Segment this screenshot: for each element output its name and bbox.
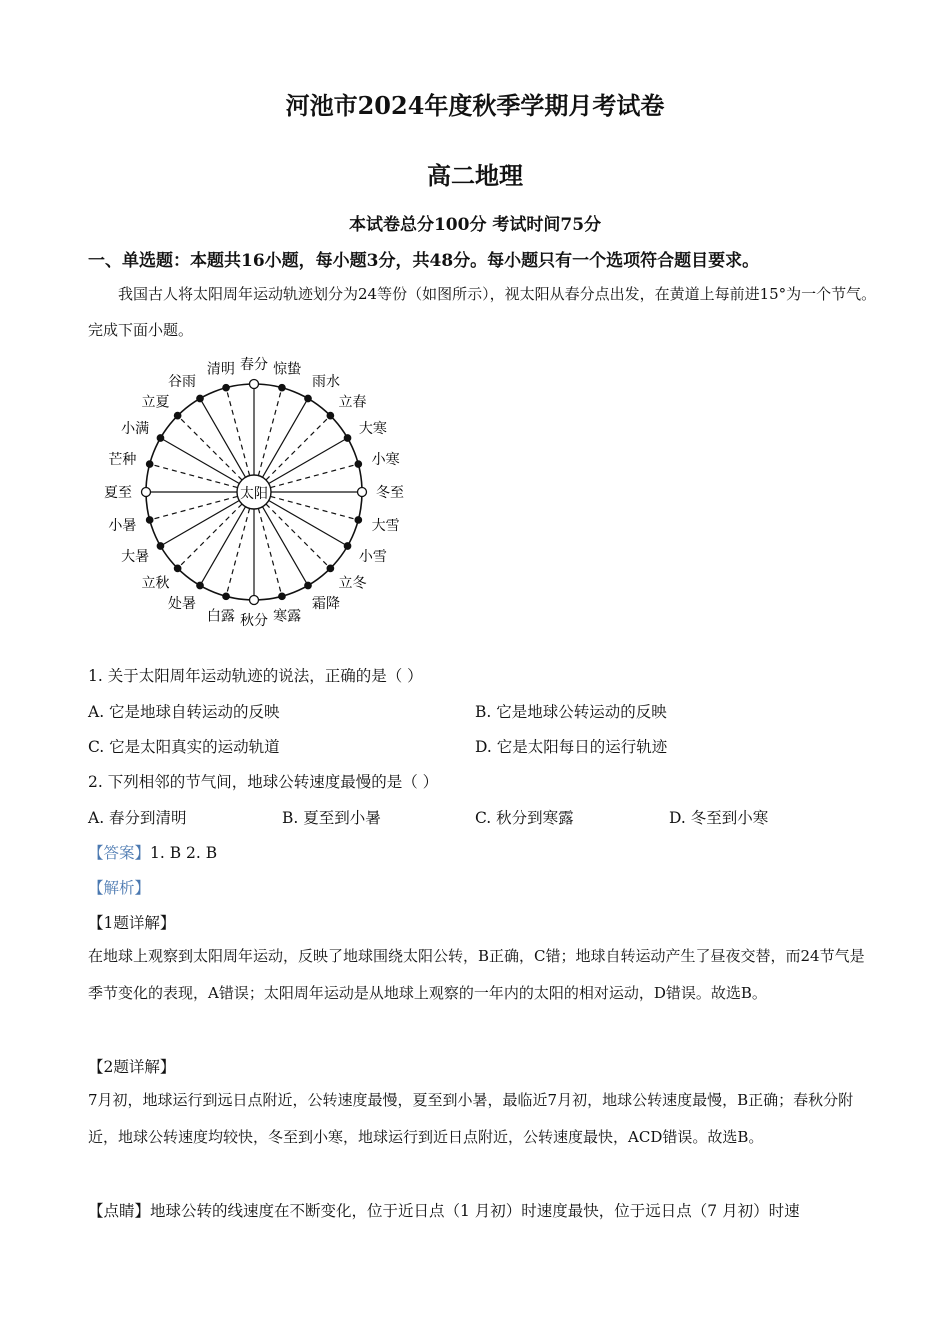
q1-option-d[interactable]: D. 它是太阳每日的运行轨迹 (475, 738, 668, 756)
term-label: 大雪 (371, 518, 400, 535)
term-point (146, 517, 152, 523)
exam-title: 河池市2024年度秋季学期月考试卷 (285, 91, 665, 120)
term-label: 清明 (206, 361, 235, 378)
term-label: 谷雨 (168, 374, 196, 391)
term-label: 春分 (240, 357, 268, 373)
term-label: 大寒 (358, 421, 387, 437)
spoke-line (200, 398, 246, 477)
term-point (157, 435, 163, 441)
q1-detail-head: 【1题详解】 (88, 914, 176, 932)
spoke-line (226, 508, 250, 596)
spoke-line (226, 388, 250, 476)
term-point (223, 384, 229, 390)
exam-meta: 本试卷总分100分 考试时间75分 (348, 215, 602, 235)
term-point (327, 565, 333, 571)
section-title: 一、单选题：本题共16小题，每小题3分，共48分。每小题只有一个选项符合题目要求。 (88, 251, 760, 271)
term-point (344, 543, 350, 549)
term-label: 白露 (206, 608, 235, 625)
term-point (197, 395, 203, 401)
term-label: 芒种 (108, 451, 137, 468)
spoke-line (178, 504, 242, 568)
q1-option-b[interactable]: B. 它是地球公转运动的反映 (475, 703, 667, 721)
term-label: 立夏 (141, 394, 170, 411)
term-point (358, 488, 367, 497)
spoke-line (178, 416, 242, 480)
term-point (174, 412, 180, 418)
term-label: 小寒 (371, 451, 400, 468)
spoke-line (266, 416, 330, 480)
spoke-line (258, 508, 282, 596)
term-label: 寒露 (273, 608, 302, 625)
term-point (146, 461, 152, 467)
q2-detail-text: 7月初，地球运行到远日点附近，公转速度最慢，夏至到小暑，最临近7月初，地球公转速度最慢，B正确；春秋分附近，地球公转速度均较快，冬至到小寒，地球运行到近日点附近，公转速度最快，ACD错误。故选B。 (88, 1091, 854, 1146)
spoke-line (200, 507, 246, 586)
tip-text: 【点睛】地球公转的线速度在不断变化，位于近日点（1 月初）时速度最快，位于远日点（7 月初）时速 (88, 1202, 800, 1220)
term-point (174, 565, 180, 571)
term-point (355, 461, 361, 467)
spoke-line (266, 504, 330, 568)
q2-option-a[interactable]: A. 春分到清明 (88, 809, 187, 827)
analysis-tag: 【解析】 (88, 879, 151, 897)
term-label: 夏至 (104, 485, 132, 501)
term-point (197, 582, 203, 588)
solar-terms-diagram (88, 350, 428, 640)
term-label: 小雪 (358, 549, 387, 565)
q1-option-a[interactable]: A. 它是地球自转运动的反映 (88, 703, 280, 721)
term-point (305, 395, 311, 401)
term-point (279, 593, 285, 599)
term-label: 大暑 (121, 549, 150, 565)
term-label: 惊蛰 (273, 361, 302, 378)
term-label: 立秋 (141, 575, 170, 592)
term-label: 秋分 (240, 613, 268, 629)
spoke-line (263, 507, 309, 586)
q1-detail-text: 在地球上观察到太阳周年运动，反映了地球围绕太阳公转，B正确，C错；地球自转运动产生了昼夜交替，而24节气是季节变化的表现，A错误；太阳周年运动是从地球上观察的一年内的太阳的相对运动，D错误。故选B。 (88, 947, 865, 1002)
term-point (355, 517, 361, 523)
question-stem: 我国古人将太阳周年运动轨迹划分为24等份（如图所示），视太阳从春分点出发，在黄道上每前进15°为一个节气。完成下面小题。 (88, 285, 877, 339)
q2-option-b[interactable]: B. 夏至到小暑 (282, 809, 381, 827)
q2-option-d[interactable]: D. 冬至到小寒 (669, 809, 769, 827)
term-label: 小暑 (108, 518, 137, 535)
term-label: 冬至 (376, 485, 404, 501)
term-label: 霜降 (312, 595, 340, 612)
spoke-line (150, 464, 238, 488)
subject-title: 高二地理 (427, 161, 523, 190)
answer-line (88, 841, 217, 863)
q2-option-c[interactable]: C. 秋分到寒露 (475, 809, 574, 827)
answer-tag: 【答案】 (88, 844, 151, 862)
q2-detail-head: 【2题详解】 (88, 1058, 176, 1076)
term-point (344, 435, 350, 441)
spoke-line (270, 464, 358, 488)
question-2-stem: 2. 下列相邻的节气间，地球公转速度最慢的是（ ） (88, 773, 439, 791)
spoke-line (258, 388, 282, 476)
term-point (250, 596, 259, 605)
term-point (250, 380, 259, 389)
term-point (142, 488, 151, 497)
sun-label: 太阳 (240, 486, 268, 502)
question-1-stem: 1. 关于太阳周年运动轨迹的说法，正确的是（ ） (88, 667, 423, 685)
spoke-line (270, 496, 358, 520)
term-label: 小满 (121, 421, 150, 437)
term-point (157, 543, 163, 549)
term-point (327, 412, 333, 418)
term-point (223, 593, 229, 599)
term-point (305, 582, 311, 588)
term-label: 处暑 (168, 595, 196, 612)
answer-text: 1. B 2. B (150, 844, 218, 862)
spoke-line (263, 398, 309, 477)
term-label: 雨水 (312, 374, 340, 391)
spoke-line (150, 496, 238, 520)
term-label: 立冬 (338, 575, 367, 592)
term-point (279, 384, 285, 390)
term-label: 立春 (338, 394, 367, 411)
q1-option-c[interactable]: C. 它是太阳真实的运动轨道 (88, 738, 280, 756)
